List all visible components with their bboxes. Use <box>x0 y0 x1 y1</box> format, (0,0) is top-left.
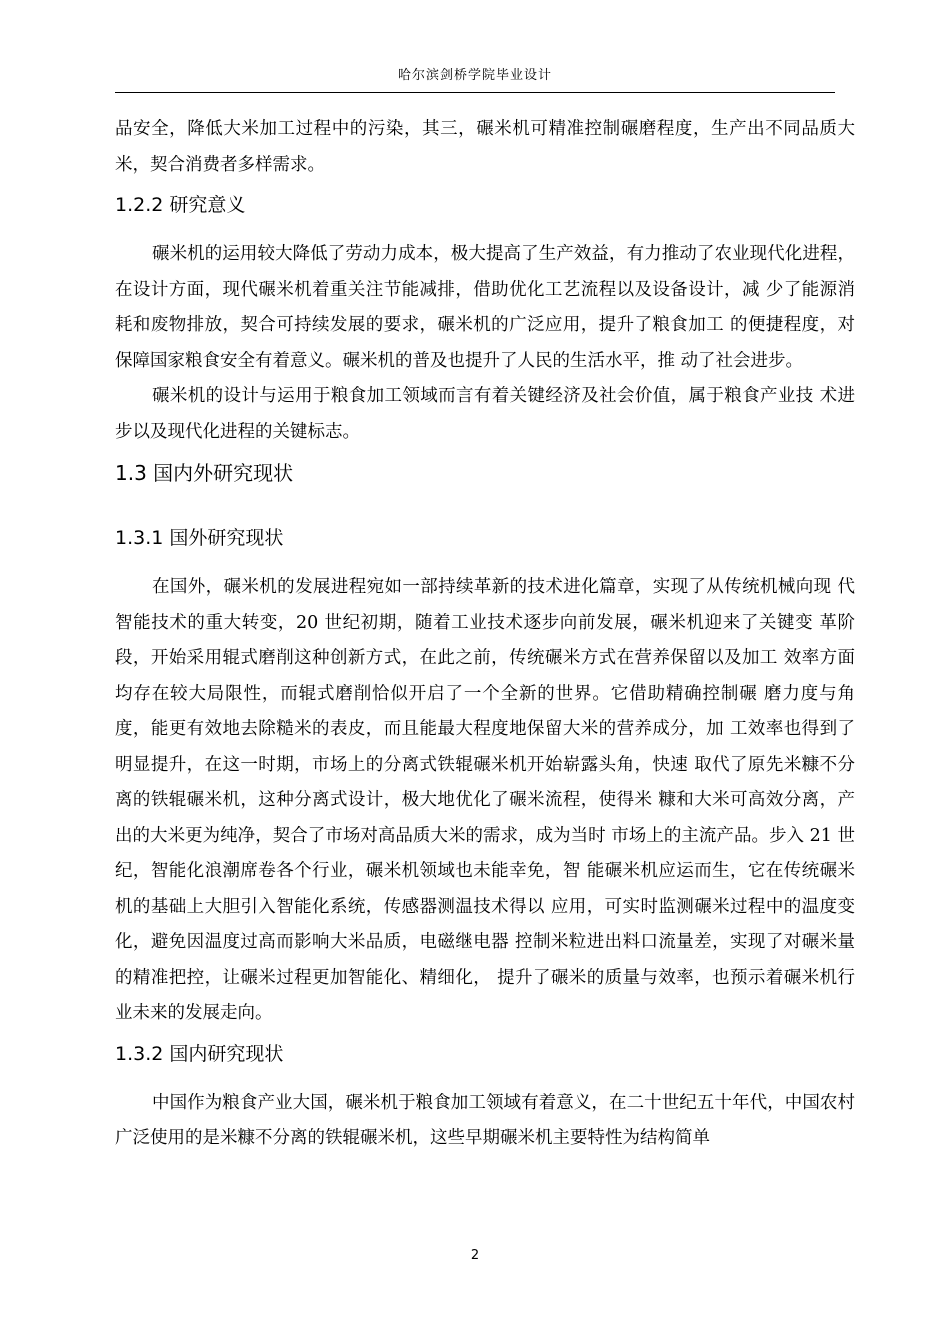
header-divider <box>115 92 835 93</box>
paragraph-foreign-research: 在国外，碾米机的发展进程宛如一部持续革新的技术进化篇章，实现了从传统机械向现 代智能技术的重大转变，20 世纪初期，随着工业技术逐步向前发展，碾米机迎来了关键变 革阶段，开始采用辊式磨削这种创新方式，在此之前，传统碾米方式在营养保留以及加工 效率方面均存在较大局限性，而辊式磨削恰似开启了一个全新的世界。它借助精确控制碾 磨力度与角度，能更有效地去除糙米的表皮，而且能最大程度地保留大米的营养成分，加 工效率也得到了明显提升，在这一时期，市场上的分离式铁辊碾米机开始崭露头角，快速 取代了原先米糠不分离的铁辊碾米机，这种分离式设计，极大地优化了碾米流程，使得米 糠和大米可高效分离，产出的大米更为纯净，契合了市场对高品质大米的需求，成为当时 市场上的主流产品。步入 21 世纪，智能化浪潮席卷各个行业，碾米机领域也未能幸免，智 能碾米机应运而生，它在传统碾米机的基础上大胆引入智能化系统，传感器测温技术得以 应用，可实时监测碾米过程中的温度变化，避免因温度过高而影响大米品质，电磁继电器 控制米粒进出料口流量差，实现了对碾米量的精准把控，让碾米过程更加智能化、精细化， 提升了碾米的质量与效率，也预示着碾米机行业未来的发展走向。 <box>115 577 855 1023</box>
paragraph-continued: 品安全，降低大米加工过程中的污染，其三，碾米机可精准控制碾磨程度，生产出不同品质大米，契合消费者多样需求。 <box>115 119 855 175</box>
section-heading-1-3-2: 1.3.2 国内研究现状 <box>115 1042 284 1065</box>
page-number: 2 <box>470 1248 480 1263</box>
section-heading-1-3-1: 1.3.1 国外研究现状 <box>115 527 284 549</box>
paragraph-domestic-research: 中国作为粮食产业大国，碾米机于粮食加工领域有着意义，在二十世纪五十年代，中国农村广泛使用的是米糠不分离的铁辊碾米机，这些早期碾米机主要特性为结构简单 <box>115 1092 855 1148</box>
paragraph-significance-1: 碾米机的运用较大降低了劳动力成本，极大提高了生产效益，有力推动了农业现代化进程，在设计方面，现代碾米机着重关注节能减排，借助优化工艺流程以及设备设计，减 少了能源消耗和废物排放，契合可持续发展的要求，碾米机的广泛应用，提升了粮食加工 的便捷程度，对保障国家粮食安全有着意义。碾米机的普及也提升了人民的生活水平，推 动了社会进步。 <box>115 244 855 371</box>
section-heading-1-3: 1.3 国内外研究现状 <box>115 461 294 485</box>
page-content <box>115 112 855 1157</box>
paragraph-significance-2: 碾米机的设计与运用于粮食加工领域而言有着关键经济及社会价值，属于粮食产业技 术进步以及现代化进程的关键标志。 <box>115 386 855 442</box>
page-header: 哈尔滨剑桥学院毕业设计 <box>397 68 552 83</box>
section-heading-1-2-2: 1.2.2 研究意义 <box>115 194 246 216</box>
